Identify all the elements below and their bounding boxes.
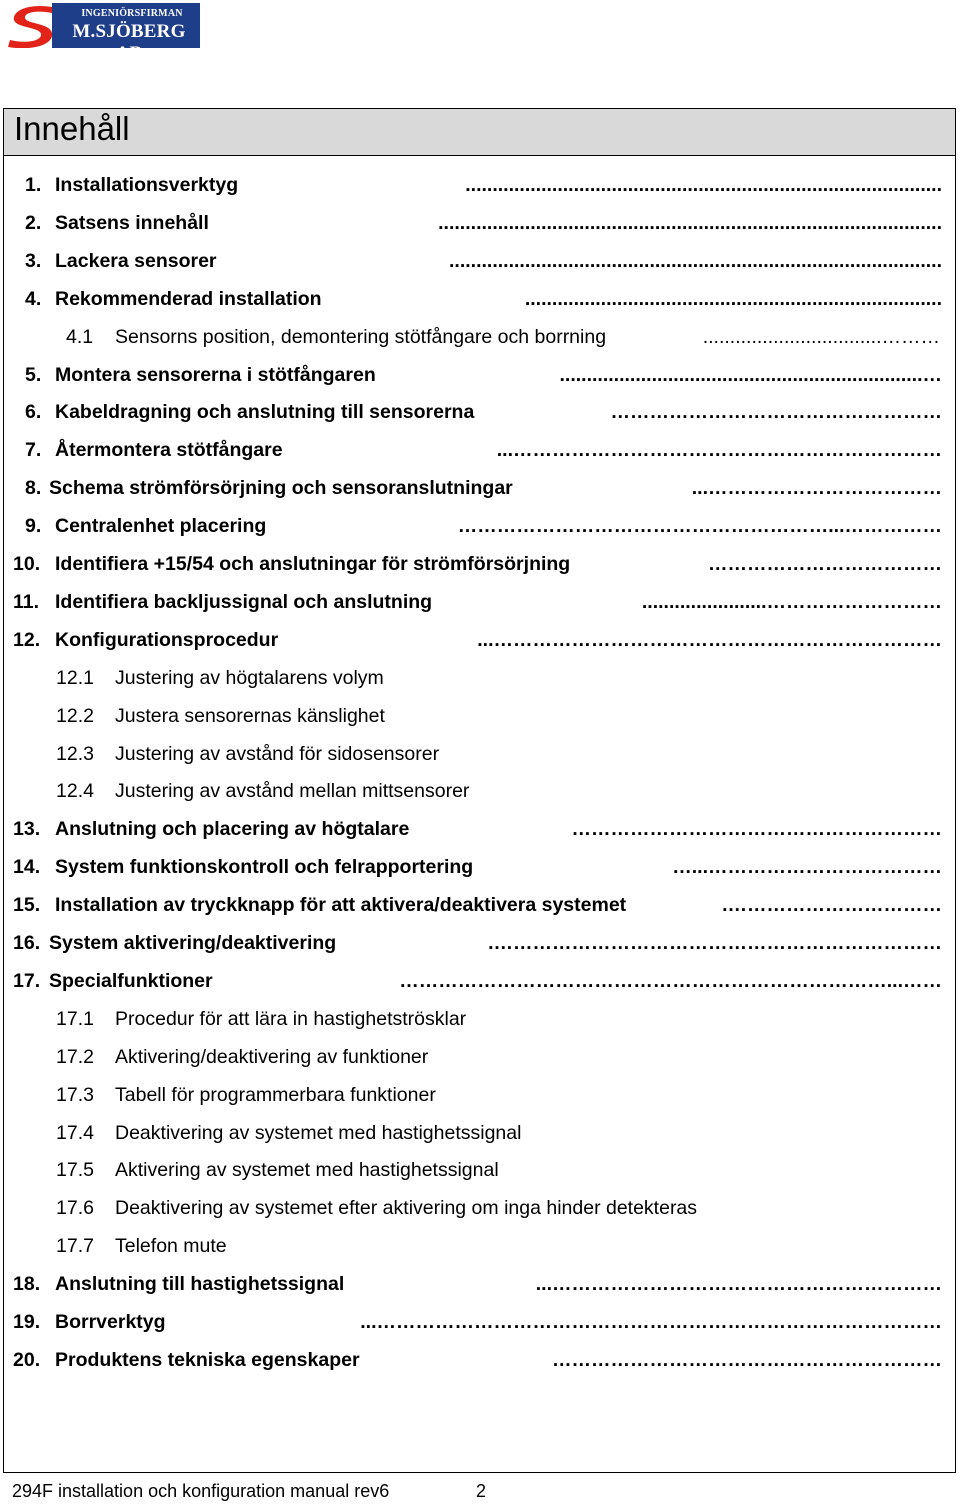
toc-entry[interactable] — [0, 507, 942, 545]
toc-entry-number: 10. — [13, 553, 41, 575]
toc-entry-number: 8. — [25, 477, 42, 500]
toc-entry-title: Borrverktyg — [55, 1311, 166, 1333]
logo-line1: INGENIÖRSFIRMAN — [81, 8, 183, 19]
toc-entry[interactable] — [0, 356, 942, 394]
toc-entry-leader: …………………………………………………… — [552, 1348, 942, 1371]
toc-entry-title: Justering av avstånd mellan mittsensorer — [115, 780, 470, 803]
toc-entry-number: 17.3 — [56, 1083, 94, 1106]
toc-entry-title: Lackera sensorer — [55, 249, 217, 272]
toc-entry[interactable] — [0, 886, 942, 924]
footer-page-number: 2 — [476, 1481, 487, 1501]
toc-entry-title: Centralenhet placering — [55, 515, 267, 538]
toc-entry[interactable] — [0, 735, 940, 773]
toc-entry-leader: ……………………………. — [722, 894, 942, 917]
toc-entry-leader: ………………………………... — [691, 477, 942, 500]
toc-entry-title: Telefon mute — [115, 1235, 227, 1258]
company-logo — [8, 3, 200, 64]
toc-entry[interactable] — [0, 393, 942, 431]
toc-entry-leader: ............................................................................................. — [438, 211, 942, 234]
toc-entry-number: 16. — [13, 932, 41, 954]
toc-entry-number: 17. — [13, 969, 41, 992]
toc-title-bar — [4, 109, 955, 156]
toc-entry-number: 4. — [25, 287, 42, 310]
toc-entry-leader: ………………………………...… — [672, 856, 942, 879]
toc-entry-number: 20. — [13, 1348, 41, 1371]
toc-entry-leader: ………………………....................... — [641, 590, 942, 613]
toc-entry-number: 12.4 — [56, 780, 94, 803]
toc-entry[interactable] — [0, 1265, 942, 1303]
toc-entry-title: Specialfunktioner — [49, 969, 213, 992]
toc-entry-leader: ............................................................................. — [524, 287, 942, 310]
toc-entry-leader: ……………………………………………………………………………... — [360, 1311, 942, 1333]
toc-entry-number: 17.6 — [56, 1197, 94, 1220]
toc-entry[interactable] — [0, 962, 942, 1000]
toc-entry-leader: ……………...………………………………………………… — [457, 515, 942, 538]
toc-entry-number: 12. — [13, 628, 41, 651]
toc-entry-leader: ……………………………………………………... — [535, 1273, 942, 1296]
toc-entry-title: Anslutning till hastighetssignal — [55, 1273, 345, 1296]
toc-entry[interactable] — [0, 1341, 942, 1379]
toc-entry-number: 5. — [25, 363, 42, 386]
toc-entry-number: 12.1 — [56, 666, 94, 689]
footer-doc-title: 294F installation och konfiguration manual rev6 — [12, 1481, 390, 1501]
toc-entry-leader: ……...………………………………………………………………… — [399, 969, 942, 992]
toc-entry[interactable] — [0, 659, 940, 697]
toc-entry-title: System aktivering/deaktivering — [49, 932, 337, 954]
toc-entry-title: Aktivering av systemet med hastighetssignal — [115, 1159, 499, 1182]
toc-entry-title: Satsens innehåll — [55, 211, 209, 234]
toc-entry-title: Tabell för programmerbara funktioner — [115, 1083, 436, 1106]
toc-entry[interactable] — [0, 1227, 940, 1265]
toc-entry-title: Schema strömförsörjning och sensoranslutningar — [49, 477, 513, 500]
toc-entry[interactable] — [0, 1000, 940, 1038]
toc-entry[interactable] — [0, 772, 940, 810]
toc-entry-leader: ……………………………… — [708, 553, 942, 575]
toc-entry-title: Justera sensorernas känslighet — [115, 704, 385, 727]
toc-entry-title: Identifiera +15/54 och anslutningar för strömförsörjning — [55, 553, 571, 575]
toc-entry-leader: …………………………………………………………... — [496, 439, 942, 462]
toc-entry-title: Sensorns position, demontering stötfångare och borrning — [115, 325, 607, 348]
toc-entry-title: Konfigurationsprocedur — [55, 628, 279, 651]
toc-entry-leader: ……………………………………………………………. — [488, 932, 942, 954]
toc-entry[interactable] — [0, 1038, 940, 1076]
toc-entry-leader: ........................................................................................... — [448, 249, 942, 272]
toc-entry[interactable] — [0, 621, 942, 659]
toc-entry[interactable] — [0, 1151, 940, 1189]
toc-entry[interactable] — [0, 810, 942, 848]
toc-entry[interactable] — [0, 204, 942, 242]
toc-entry[interactable] — [0, 1076, 940, 1114]
toc-entry-number: 17.2 — [56, 1045, 94, 1068]
toc-entry-title: Deaktivering av systemet med hastighetssignal — [115, 1121, 522, 1144]
toc-entry[interactable] — [0, 242, 942, 280]
toc-entry[interactable] — [0, 848, 942, 886]
toc-entry-number: 17.5 — [56, 1159, 94, 1182]
toc-entry-title: Justering av högtalarens volym — [115, 666, 384, 689]
toc-entry-number: 4.1 — [66, 325, 94, 348]
toc-entry-title: Installation av tryckknapp för att aktivera/deaktivera systemet — [55, 894, 627, 917]
toc-entry[interactable] — [0, 697, 940, 735]
toc-entry-number: 7. — [25, 439, 42, 462]
toc-entry[interactable] — [0, 469, 942, 507]
toc-entry-title: Installationsverktyg — [55, 174, 239, 196]
toc-entry-leader: ........................................................................................ — [465, 174, 942, 196]
toc-entry[interactable] — [0, 1189, 940, 1227]
toc-entry-number: 2. — [25, 211, 42, 234]
toc-entry-title: Kabeldragning och anslutning till sensorerna — [55, 401, 475, 424]
toc-entry-number: 17.1 — [56, 1007, 94, 1030]
toc-entry[interactable] — [0, 924, 942, 962]
toc-entry-leader: …................................................................... — [559, 363, 942, 386]
toc-entry-number: 17.4 — [56, 1121, 94, 1144]
toc-entry-number: 3. — [25, 249, 42, 272]
toc-entry-number: 1. — [25, 174, 42, 196]
logo-line2: M.SJÖBERG AB — [72, 21, 186, 64]
toc-entry-title: Aktivering/deaktivering av funktioner — [115, 1045, 429, 1068]
toc-entry-number: 12.3 — [56, 742, 94, 765]
toc-entry[interactable] — [0, 280, 942, 318]
toc-entry-title: Produktens tekniska egenskaper — [55, 1348, 360, 1371]
toc-entry-number: 9. — [25, 515, 42, 538]
toc-entry-number: 12.2 — [56, 704, 94, 727]
toc-entry-leader: …………………………………………… — [610, 401, 942, 424]
toc-entry-number: 14. — [13, 856, 41, 879]
toc-entry[interactable] — [0, 431, 942, 469]
toc-entry-number: 15. — [13, 894, 41, 917]
toc-title: Innehåll — [14, 110, 130, 147]
toc-entry-title: Deaktivering av systemet efter aktivering om inga hinder detekteras — [115, 1197, 698, 1220]
toc-entry-title: Rekommenderad installation — [55, 287, 322, 310]
toc-entry[interactable] — [0, 1303, 942, 1341]
toc-entry[interactable] — [0, 545, 942, 583]
toc-entry-number: 13. — [13, 818, 41, 841]
toc-entry-title: Återmontera stötfångare — [55, 439, 283, 462]
toc-entry-number: 17.7 — [56, 1235, 94, 1258]
toc-entry-number: 11. — [13, 590, 40, 613]
toc-entry-title: Identifiera backljussignal och anslutning — [55, 590, 433, 613]
toc-entry-leader: ……………………………………………………………... — [477, 628, 942, 651]
toc-entry-number: 6. — [25, 401, 42, 424]
toc-entry-title: Anslutning och placering av högtalare — [55, 818, 410, 841]
toc-entry[interactable] — [0, 318, 940, 356]
toc-entry-number: 19. — [13, 1311, 41, 1333]
page-footer — [12, 1481, 487, 1502]
toc-entry[interactable] — [0, 583, 942, 621]
toc-entry[interactable] — [0, 1114, 940, 1152]
toc-entry[interactable] — [0, 166, 942, 204]
toc-entry-leader: ………................................. — [702, 325, 940, 348]
toc-entry-title: System funktionskontroll och felrapportering — [55, 856, 474, 879]
toc-entry-leader: ………………………………………………… — [571, 818, 942, 841]
toc-entry-title: Procedur för att lära in hastighetströsklar — [115, 1007, 467, 1030]
toc-entry-number: 18. — [13, 1273, 41, 1296]
toc-entry-title: Justering av avstånd för sidosensorer — [115, 742, 440, 765]
toc-entry-title: Montera sensorerna i stötfångaren — [55, 363, 376, 386]
